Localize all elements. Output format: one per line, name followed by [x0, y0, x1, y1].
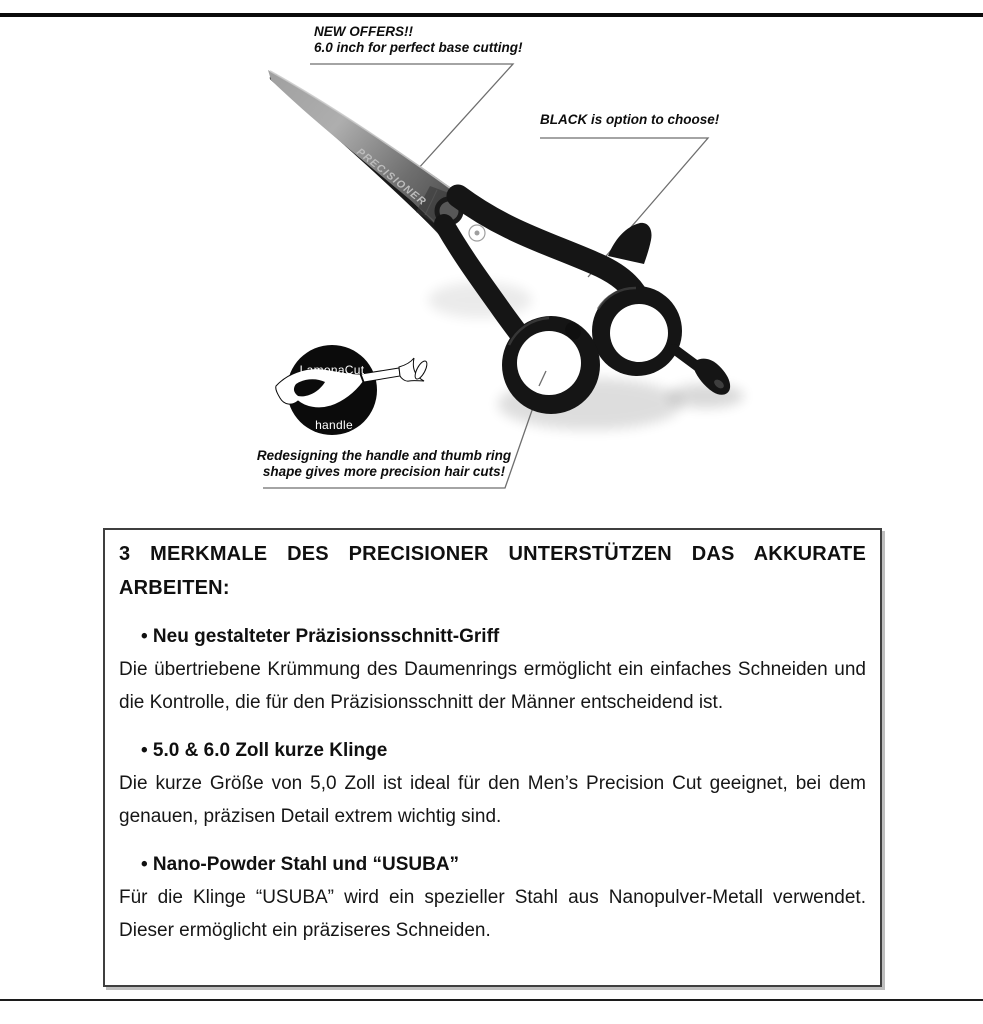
callout-redesign-line1: Redesigning the handle and thumb ring: [256, 448, 512, 463]
badge-brand-text: LamonaCut: [299, 363, 365, 377]
bottom-rule: [0, 999, 983, 1001]
feature-item: [119, 620, 866, 719]
scissors-handles: [444, 196, 730, 414]
maker-crest: [469, 225, 485, 241]
callout-redesign-line2: shape gives more precision hair cuts!: [262, 464, 506, 479]
feature-item: [119, 734, 866, 833]
feature-item: [119, 848, 866, 947]
callout-new-offers-line1: NEW OFFERS!!: [314, 24, 413, 39]
feature-body: Für die Klinge “USUBA” wird ein spezieller Stahl aus Nanopulver-Metall verwendet. Dieser ermöglicht ein präziseres Schneiden.: [119, 887, 866, 941]
lamonacut-badge: [276, 345, 429, 435]
callout-new-offers-line2: 6.0 inch for perfect base cutting!: [314, 40, 523, 55]
callout-redesign: [246, 448, 522, 480]
feature-body: Die kurze Größe von 5,0 Zoll ist ideal für den Men’s Precision Cut geeignet, bei dem genauen, präzisen Detail extrem wichtig sind.: [119, 773, 866, 827]
features-box: [103, 528, 882, 987]
callout-new-offers: [314, 24, 523, 56]
blade-engraving: PRECISIONER: [354, 145, 429, 209]
features-heading: 3 MERKMALE DES PRECISIONER UNTERSTÜTZEN DAS AKKURATE ARBEITEN:: [119, 543, 866, 599]
badge-handle-text: handle: [315, 418, 353, 432]
feature-title: • Nano-Powder Stahl und “USUBA”: [141, 854, 460, 875]
callout-black-option: BLACK is option to choose!: [540, 112, 720, 127]
feature-title: • Neu gestalteter Präzisionsschnitt-Griff: [141, 626, 500, 647]
feature-body: Die übertriebene Krümmung des Daumenrings ermöglicht ein einfaches Schneiden und die Kontrolle, die für den Präzisionsschnitt der Männer entscheidend ist.: [119, 659, 866, 713]
feature-title: • 5.0 & 6.0 Zoll kurze Klinge: [141, 740, 388, 761]
